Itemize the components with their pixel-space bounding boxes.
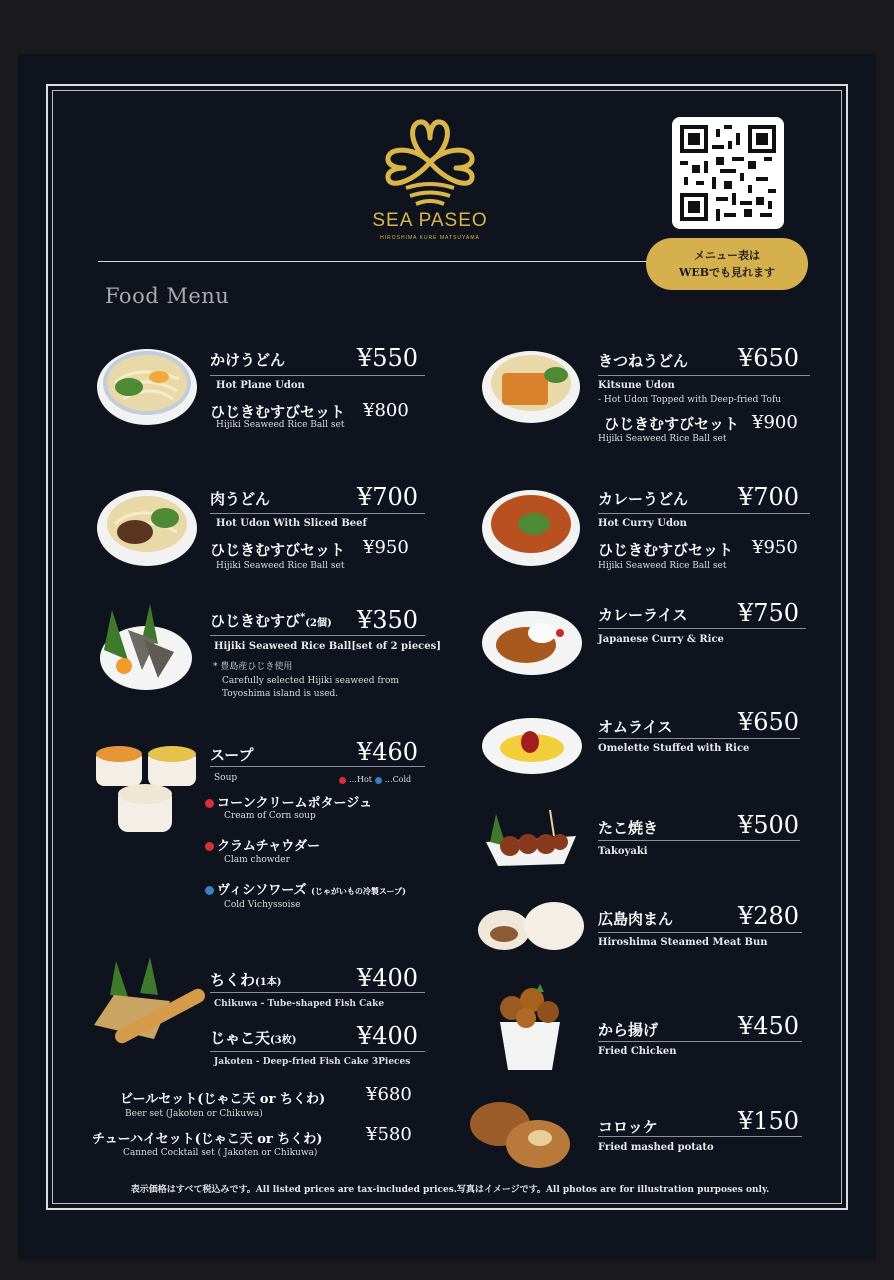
nikuman-name: 広島肉まん [598, 910, 674, 928]
niku-set-price: ¥950 [363, 537, 409, 558]
soup-option-2 [205, 835, 320, 854]
chuhai-set-en: Canned Cocktail set ( Jakoten or Chikuwa) [123, 1148, 318, 1158]
kake-set-name: ひじきむすびセット [210, 403, 346, 421]
chuhai-set-price: ¥580 [366, 1124, 412, 1145]
soup-name: スープ [210, 746, 254, 764]
hijiki-musubi-en: Hijiki Seaweed Rice Ball[set of 2 pieces] [214, 641, 441, 652]
item-underline [598, 628, 806, 629]
korokke-name: コロッケ [598, 1118, 658, 1136]
chikuwa-en: Chikuwa - Tube-shaped Fish Cake [214, 999, 385, 1009]
kake-set-en: Hijiki Seaweed Rice Ball set [216, 420, 345, 430]
chikuwa-jakoten-photo [90, 955, 206, 1051]
kake-udon-photo [95, 343, 199, 427]
menu-qr-code[interactable] [672, 117, 784, 229]
qr-note-line2: WEBでも見れます [678, 266, 776, 279]
item-underline [210, 513, 425, 514]
kitsune-udon-en: Kitsune Udon [598, 380, 675, 391]
curry-udon-set-price: ¥950 [752, 537, 798, 558]
soup-option-3-en: Cold Vichyssoise [224, 900, 301, 910]
soup-photo [92, 742, 202, 838]
chikuwa-price: ¥400 [357, 964, 419, 992]
item-underline [210, 766, 425, 767]
item-underline [210, 1051, 425, 1052]
nikuman-en: Hiroshima Steamed Meat Bun [598, 937, 768, 948]
kake-udon-price: ¥550 [357, 344, 419, 372]
takoyaki-name: たこ焼き [598, 819, 659, 837]
jakoten-en: Jakoten - Deep-fried Fish Cake 3Pieces [214, 1057, 411, 1067]
soup-option-1 [205, 792, 372, 811]
hijiki-musubi-name: ひじきむすび*(2個) [210, 612, 332, 630]
hot-dot-icon [339, 777, 346, 784]
soup-option-3 [205, 879, 406, 898]
curry-udon-en: Hot Curry Udon [598, 518, 687, 529]
soup-option-2-ja: クラムチャウダー [217, 839, 321, 854]
sea-paseo-logo [380, 118, 480, 208]
takoyaki-price: ¥500 [738, 811, 800, 839]
niku-udon-name: 肉うどん [210, 490, 271, 508]
nikuman-price: ¥280 [738, 902, 800, 930]
kitsune-udon-photo [480, 345, 582, 425]
niku-udon-en: Hot Udon With Sliced Beef [216, 518, 367, 529]
omurice-name: オムライス [598, 718, 673, 736]
kake-udon-en: Hot Plane Udon [216, 380, 305, 391]
hot-dot-icon [205, 842, 214, 851]
hijiki-musubi-price: ¥350 [357, 606, 419, 634]
kitsune-set-en: Hijiki Seaweed Rice Ball set [598, 434, 727, 444]
beer-set-price: ¥680 [366, 1084, 412, 1105]
cold-dot-icon [205, 886, 214, 895]
hijiki-musubi-note-en1: Carefully selected Hijiki seaweed from [222, 676, 399, 686]
kitsune-set-name: ひじきむすびセット [604, 415, 740, 433]
karaage-price: ¥450 [738, 1012, 800, 1040]
curry-udon-photo [480, 484, 582, 568]
item-underline [598, 840, 800, 841]
omurice-en: Omelette Stuffed with Rice [598, 743, 750, 754]
curry-udon-name: カレーうどん [598, 490, 689, 508]
omurice-price: ¥650 [738, 708, 800, 736]
item-underline [210, 992, 425, 993]
item-underline [598, 932, 802, 933]
niku-set-en: Hijiki Seaweed Rice Ball set [216, 561, 345, 571]
nikuman-photo [476, 898, 586, 954]
soup-option-1-en: Cream of Corn soup [224, 811, 316, 821]
omurice-photo [480, 714, 584, 778]
beer-set-name: ビールセット(じゃこ天 or ちくわ) [120, 1092, 326, 1107]
chikuwa-title: ちくわ [210, 971, 256, 989]
item-underline [598, 1041, 802, 1042]
hot-dot-icon [205, 799, 214, 808]
chikuwa-name [210, 969, 281, 990]
jakoten-price: ¥400 [357, 1022, 419, 1050]
hijiki-musubi-note-en2: Toyoshima island is used. [222, 689, 339, 699]
qr-code-icon [680, 125, 776, 221]
header-rule [98, 261, 658, 262]
niku-set-name: ひじきむすびセット [210, 541, 346, 559]
section-title: Food Menu [105, 284, 230, 308]
kitsune-udon-name: きつねうどん [598, 352, 689, 370]
takoyaki-en: Takoyaki [598, 846, 648, 857]
brand-name: SEA PASEO [372, 210, 488, 231]
curry-udon-set-name: ひじきむすびセット [598, 541, 734, 559]
soup-option-1-ja: コーンクリームポタージュ [217, 796, 372, 811]
hijiki-musubi-title: ひじきむすび [210, 612, 301, 630]
korokke-en: Fried mashed potato [598, 1142, 714, 1153]
soup-option-3-sub: (じゃがいもの冷製スープ) [311, 886, 406, 896]
hijiki-musubi-count: (2個) [305, 618, 332, 629]
kitsune-udon-en2: - Hot Udon Topped with Deep-fried Tofu [598, 395, 782, 405]
kitsune-udon-price: ¥650 [738, 344, 800, 372]
kake-set-price: ¥800 [363, 400, 409, 421]
kake-udon-name: かけうどん [210, 351, 286, 369]
soup-option-3-ja: ヴィシソワーズ [217, 883, 307, 898]
qr-note-badge [646, 238, 808, 290]
chikuwa-count: (1本) [255, 977, 282, 988]
korokke-price: ¥150 [738, 1107, 800, 1135]
curry-rice-name: カレーライス [598, 606, 688, 624]
item-underline [598, 375, 810, 376]
item-underline [598, 738, 800, 739]
soup-option-2-en: Clam chowder [224, 855, 290, 865]
curry-rice-price: ¥750 [738, 599, 800, 627]
karaage-name: から揚げ [598, 1021, 659, 1039]
curry-rice-photo [480, 605, 584, 677]
hijiki-musubi-note-ja: * 豊島産ひじき使用 [213, 662, 293, 672]
legend-cold: …Cold [384, 775, 412, 784]
jakoten-name [210, 1027, 296, 1048]
karaage-photo [490, 982, 570, 1074]
niku-udon-photo [95, 484, 199, 568]
temp-legend [339, 775, 411, 784]
cold-dot-icon [375, 777, 382, 784]
jakoten-count: (3枚) [270, 1035, 297, 1046]
qr-note-line1: メニュー表は [694, 249, 760, 262]
korokke-photo [468, 1098, 574, 1172]
item-underline [210, 635, 425, 636]
hijiki-musubi-photo [98, 600, 194, 692]
soup-en: Soup [214, 773, 238, 783]
item-underline [210, 375, 425, 376]
chuhai-set-name: チューハイセット(じゃこ天 or ちくわ) [92, 1132, 323, 1147]
brand-subtitle: HIROSHIMA KURE MATSUYAMA [380, 235, 480, 241]
curry-rice-en: Japanese Curry & Rice [598, 634, 724, 645]
item-underline [598, 513, 810, 514]
takoyaki-photo [480, 806, 584, 870]
jakoten-title: じゃこ天 [210, 1029, 271, 1047]
curry-udon-price: ¥700 [738, 483, 800, 511]
niku-udon-price: ¥700 [357, 483, 419, 511]
legend-hot: …Hot [349, 775, 373, 784]
beer-set-en: Beer set (Jakoten or Chikuwa) [125, 1109, 263, 1119]
kitsune-set-price: ¥900 [752, 412, 798, 433]
price-disclaimer: 表示価格はすべて税込みです。All listed prices are tax-included prices.写真はイメージです。All photos are for illustration purposes only. [130, 1185, 770, 1195]
soup-price: ¥460 [357, 738, 419, 766]
karaage-en: Fried Chicken [598, 1046, 677, 1057]
curry-udon-set-en: Hijiki Seaweed Rice Ball set [598, 561, 727, 571]
item-underline [598, 1136, 802, 1137]
